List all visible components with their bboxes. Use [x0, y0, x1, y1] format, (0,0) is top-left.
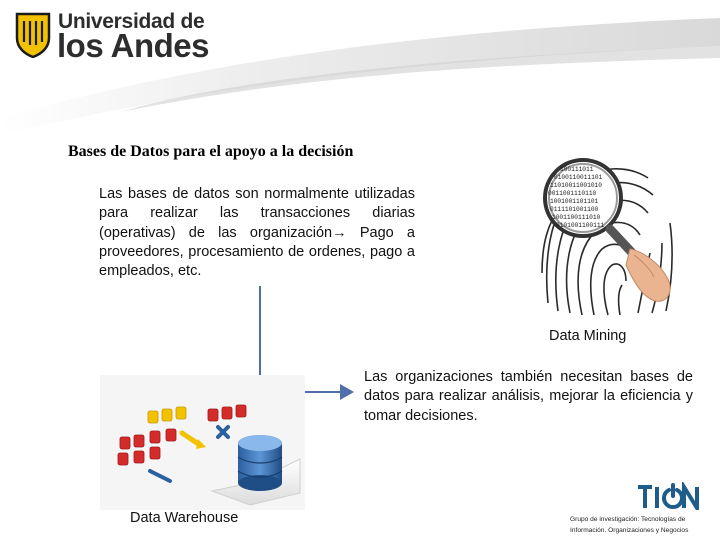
- svg-text:0011001110110: 0011001110110: [548, 190, 597, 197]
- university-logo-icon: [14, 12, 52, 58]
- data-warehouse-icon: [100, 375, 305, 510]
- svg-text:100111011: 100111011: [560, 166, 594, 173]
- data-mining-caption: Data Mining: [549, 328, 627, 344]
- footer-research-group: Grupo de investigación: Tecnologías de Información. Organizaciones y Negocios: [570, 516, 689, 534]
- slide-title: Bases de Datos para el apoyo a la decisión: [68, 143, 354, 160]
- svg-text:1001001101101: 1001001101101: [550, 198, 599, 205]
- tion-logo-icon: [636, 482, 700, 510]
- svg-text:0100110011101: 0100110011101: [554, 174, 603, 181]
- svg-text:0101001100111: 0101001100111: [556, 222, 605, 229]
- svg-text:1001100111010: 1001100111010: [552, 214, 601, 221]
- university-name-line1: Universidad de: [58, 10, 205, 33]
- paragraph-operational-databases: Las bases de datos son normalmente utilizadas para realizar las transacciones diarias (operativas) de las organización→ Pago a proveedores, procesamiento de ordenes, pago a empleados, etc.: [99, 186, 415, 280]
- fingerprint-magnifier-icon: [538, 153, 680, 319]
- paragraph-analysis-needs: Las organizaciones también necesitan bases de datos para realizar análisis, mejorar la eficiencia y tomar decisiones.: [364, 369, 693, 424]
- university-name-line2: los Andes: [57, 27, 209, 64]
- data-warehouse-caption: Data Warehouse: [130, 510, 239, 526]
- svg-text:0111101001100: 0111101001100: [550, 206, 599, 213]
- svg-text:11010011001010: 11010011001010: [550, 182, 602, 189]
